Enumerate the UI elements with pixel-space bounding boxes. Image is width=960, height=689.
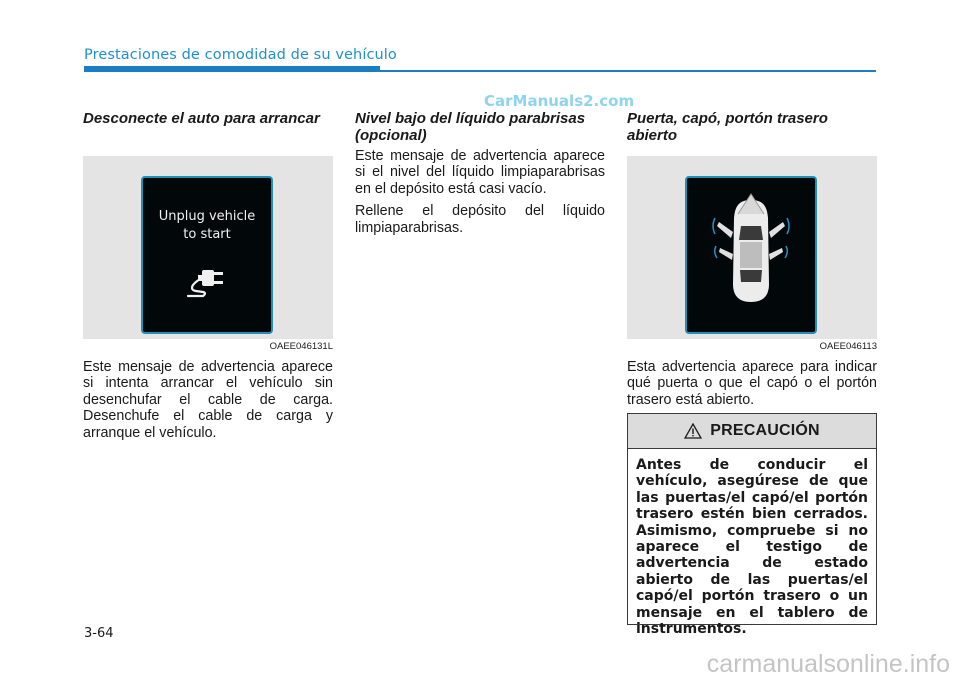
figure-door-open [627,156,877,339]
section-unplug [83,110,333,127]
screen-text-line2: to start [183,227,231,242]
body-washer-1: Este mensaje de advertencia aparece si el nivel del líquido limpiaparabrisas en el depósito está casi vacío. [355,148,605,197]
cluster-screen-door [685,176,817,334]
plug-icon [183,258,233,298]
figure-code-unplug: OAEE046131L [269,341,333,352]
header-accent-bar [84,66,380,72]
body-door: Esta advertencia aparece para indicar qué puerta o que el capó o el portón trasero está abierto. [627,359,877,408]
watermark-bottom[interactable]: carmanualsonline.info [706,650,950,678]
cluster-screen-unplug [141,176,273,334]
screen-text-line1: Unplug vehicle [158,209,256,224]
warning-triangle-icon [684,423,702,439]
caution-header [628,414,876,449]
section-heading-unplug: Desconecte el auto para arrancar [83,110,320,127]
car-doors-open-icon [711,192,791,312]
caution-text: Antes de conducir el vehículo, asegúrese de que las puertas/el capó/el portón trasero estén bien cerrados. Asimismo, compruebe si no aparece el testigo de advertencia de estado abierto de las puertas/el capó/el portón trasero o un mensaje en el tablero de instrumentos. [636,457,868,638]
caution-box [627,413,877,638]
caution-title: PRECAUCIÓN [710,422,820,439]
body-unplug: Este mensaje de advertencia aparece si intenta arrancar el vehículo sin desenchufar el cable de carga. Desenchufe el cable de carga y arranque el vehículo. [83,359,333,441]
header-rule [380,70,876,72]
page-number: 3-64 [84,626,114,641]
figure-unplug [83,156,333,339]
section-heading-washer: Nivel bajo del líquido parabrisas (opcional) [355,110,586,144]
section-heading-door: Puerta, capó, portón trasero abierto [627,110,828,144]
figure-code-door: OAEE046113 [819,341,877,352]
body-washer-2: Rellene el depósito del líquido limpiaparabrisas. [355,203,605,236]
section-door-open [627,110,877,144]
watermark-top[interactable]: CarManuals2.com [484,92,635,110]
section-header-title: Prestaciones de comodidad de su vehículo [84,47,397,63]
section-washer-fluid [355,110,605,236]
